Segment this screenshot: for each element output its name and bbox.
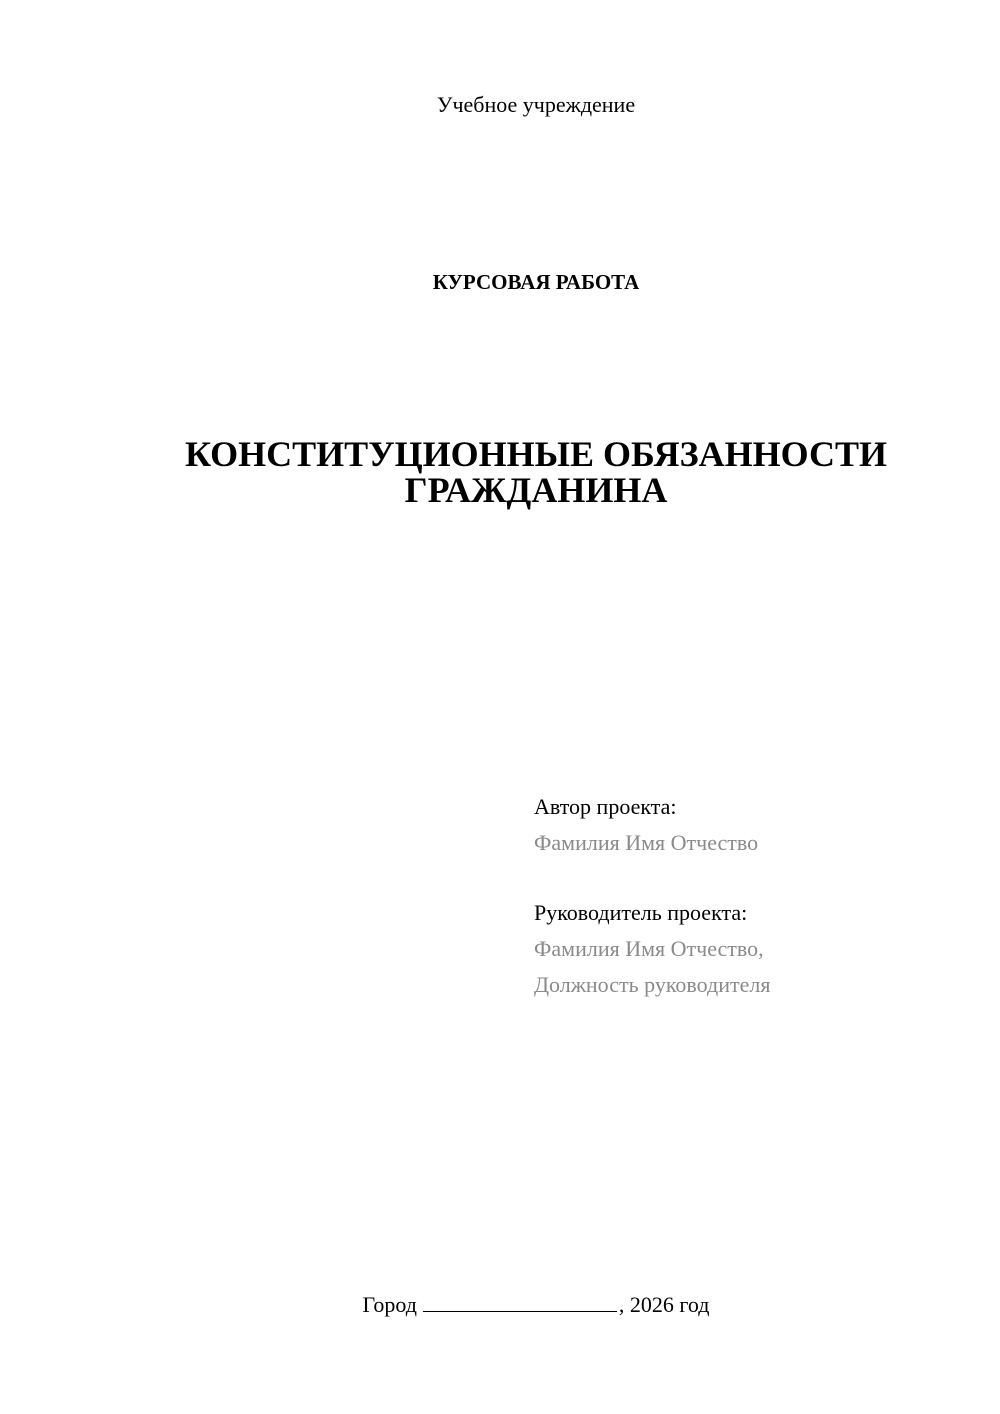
supervisor-name: Фамилия Имя Отчество, — [534, 936, 764, 961]
author-label: Автор проекта: — [534, 794, 677, 819]
author-name: Фамилия Имя Отчество — [534, 830, 759, 855]
supervisor-position: Должность руководителя — [534, 972, 771, 997]
city-year-line — [0, 1290, 1000, 1320]
institution-name: Учебное учреждение — [436, 92, 636, 117]
supervisor-label: Руководитель проекта: — [534, 900, 748, 925]
document-title-line-1: КОНСТИТУЦИОННЫЕ ОБЯЗАННОСТИ — [184, 434, 888, 474]
work-type-heading: КУРСОВАЯ РАБОТА — [432, 270, 640, 294]
document-title-line-2: ГРАЖДАНИНА — [404, 470, 668, 510]
spacer — [534, 861, 770, 895]
document-title — [0, 436, 1000, 508]
city-label: Город — [362, 1292, 417, 1317]
city-blank-line — [423, 1291, 617, 1312]
project-info-block — [534, 789, 770, 1003]
year-text: , 2026 год — [618, 1292, 710, 1317]
